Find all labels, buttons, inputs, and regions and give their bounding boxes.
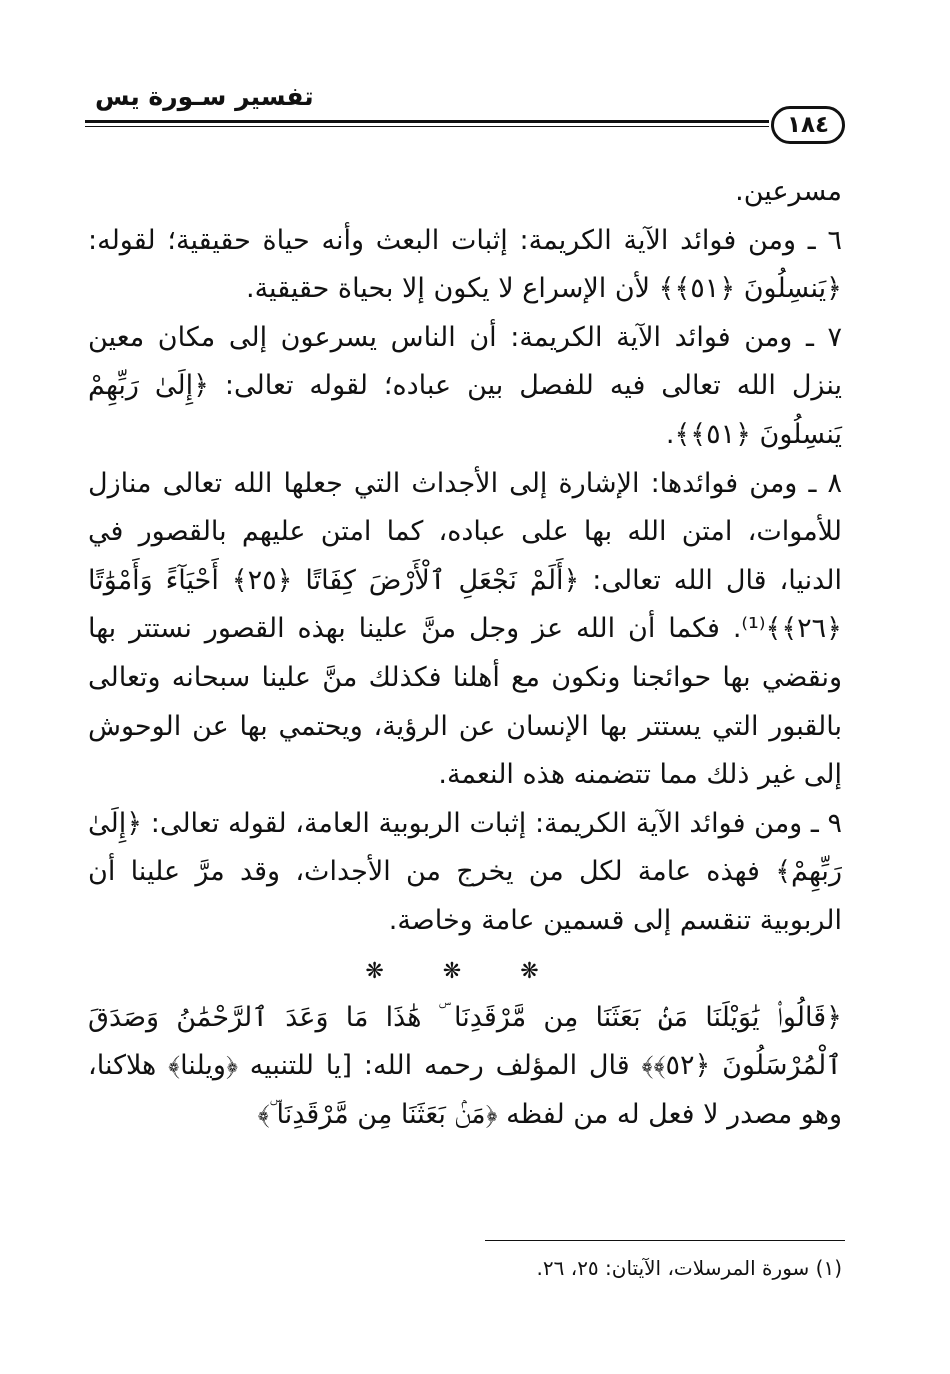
page-body bbox=[88, 168, 842, 1139]
paragraph-3: ٧ ـ ومن فوائد الآية الكريمة: أن الناس يسرعون إلى مكان معين ينزل الله تعالى فيه للفصل بين عباده؛ لقوله تعالى: ﴿إِلَىٰ رَبِّهِمْ يَنسِلُونَ ﴿٥١﴾﴾. bbox=[88, 321, 842, 450]
paragraph-2: ٦ ـ ومن فوائد الآية الكريمة: إثبات البعث وأنه حياة حقيقية؛ لقوله: ﴿يَنسِلُونَ ﴿٥١﴾﴾ لأن الإسراع لا يكون إلا بحياة حقيقية. bbox=[88, 224, 842, 305]
paragraph-5: ٩ ـ ومن فوائد الآية الكريمة: إثبات الربوبية العامة، لقوله تعالى: ﴿إِلَىٰ رَبِّهِمْ﴾ فهذه عامة لكل من يخرج من الأجداث، وقد مرَّ علينا أن الربوبية تنقسم إلى قسمين عامة وخاصة. bbox=[88, 807, 842, 936]
running-title: تفسير سـورة يس bbox=[95, 82, 314, 111]
paragraph-1: مسرعين. bbox=[735, 176, 842, 207]
paragraph-6: ﴿قَالُوا۟ يَٰوَيْلَنَا مَنۢ بَعَثَنَا مِن مَّرْقَدِنَا ۜ هَٰذَا مَا وَعَدَ ٱلرَّحْمَٰنُ وَصَدَقَ ٱلْمُرْسَلُونَ ﴿٥٢﴾﴾ قال المؤلف رحمه الله: [يا للتنبيه ﴿ويلنا﴾ هلاكنا، وهو مصدر لا فعل له من لفظه ﴿مَنۢ بَعَثَنَا مِن مَّرْقَدِنَا ۜ﴾ bbox=[88, 1001, 842, 1130]
header-rule-thin bbox=[85, 126, 769, 127]
header-rule bbox=[85, 120, 769, 123]
page-number: ١٨٤ bbox=[771, 106, 845, 144]
paragraph-4: ٨ ـ ومن فوائدها: الإشارة إلى الأجداث التي جعلها الله تعالى منازل للأموات، امتن الله بها على عباده، كما امتن عليهم بالقصور في الدنيا، قال الله تعالى: ﴿أَلَمْ نَجْعَلِ ٱلْأَرْضَ كِفَاتًا ﴿٢٥﴾ أَحْيَآءً وَأَمْوَٰتًا ﴿٢٦﴾﴾⁽¹⁾. فكما أن الله عز وجل منَّ علينا بهذه القصور نستتر بها ونقضي بها حوائجنا ونكون مع أهلنا فكذلك منَّ علينا سبحانه وتعالى بالقبور التي يستتر بها الإنسان عن الرؤية، ويحتمي بها عن الوحوش إلى غير ذلك مما تتضمنه هذه النعمة. bbox=[88, 467, 842, 791]
page-header bbox=[85, 68, 845, 148]
footnote: (١) سورة المرسلات، الآيتان: ٢٥، ٢٦. bbox=[536, 1256, 842, 1280]
footnote-rule bbox=[485, 1240, 845, 1241]
section-separator: ❋ ❋ ❋ bbox=[365, 958, 565, 984]
